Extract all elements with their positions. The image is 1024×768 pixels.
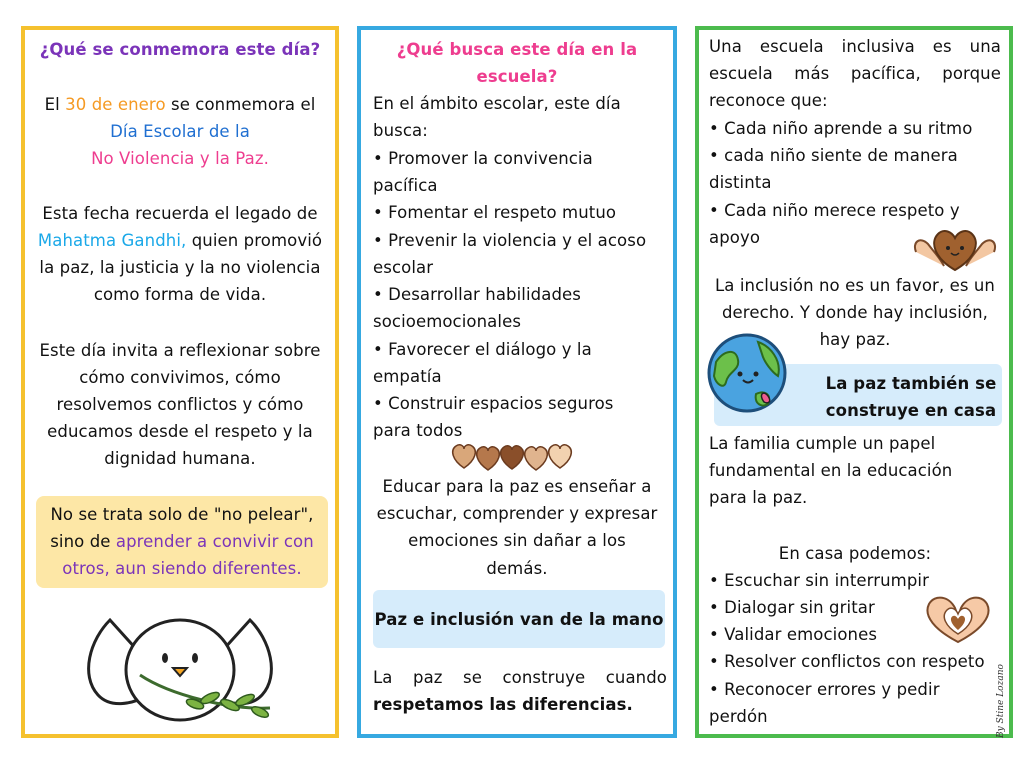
reflect-line-3: resolvemos conflictos y cómo bbox=[56, 395, 304, 414]
inclusion-line-1: La inclusión no es un favor, es un bbox=[715, 276, 995, 295]
note-line-2 bbox=[36, 528, 328, 555]
home-list-item-cont: perdón bbox=[709, 707, 768, 726]
legacy-line-1: Esta fecha recuerda el legado de bbox=[42, 204, 318, 223]
inclusion-line-2: derecho. Y donde hay inclusión, bbox=[721, 303, 989, 322]
educar-line-3: emociones sin dañar a los bbox=[408, 531, 626, 550]
legacy-line-2 bbox=[29, 227, 331, 254]
educar-line-4: demás. bbox=[486, 559, 548, 578]
reflect-line-4: educamos desde el respeto y la bbox=[47, 422, 313, 441]
intro-pre: El bbox=[44, 95, 66, 114]
goal-list-item-cont: pacífica bbox=[373, 176, 438, 195]
heart-gesture-icon bbox=[915, 590, 1001, 646]
home-title: En casa podemos: bbox=[778, 544, 932, 563]
educar-line-2: escuchar, comprender y expresar bbox=[376, 504, 658, 523]
panel2-intro-2: busca: bbox=[373, 121, 428, 140]
inclusive-bullet: • Cada niño merece respeto y bbox=[709, 201, 960, 220]
educar-line-1: Educar para la paz es enseñar a bbox=[382, 477, 652, 496]
day-name-line-2: No Violencia y la Paz. bbox=[91, 149, 269, 168]
home-list-item: • Dialogar sin gritar bbox=[709, 598, 875, 617]
goal-list-item: • Construir espacios seguros bbox=[373, 394, 614, 413]
goal-list-item: • Favorecer el diálogo y la bbox=[373, 340, 592, 359]
goal-list-item: • Promover la convivencia bbox=[373, 149, 593, 168]
legacy-line-4: como forma de vida. bbox=[93, 285, 267, 304]
panel1-intro bbox=[29, 91, 331, 118]
intro-date: 30 de enero bbox=[65, 95, 166, 114]
legacy-line-3: la paz, la justicia y la no violencia bbox=[39, 258, 321, 277]
intro-post: se conmemora el bbox=[165, 95, 316, 114]
home-callout-line-1: La paz también se bbox=[825, 374, 997, 393]
reflect-line-2: cómo convivimos, cómo bbox=[79, 368, 281, 387]
inclusion-line-3: hay paz. bbox=[819, 330, 891, 349]
panel2-title-line-1: ¿Qué busca este día en la bbox=[396, 40, 638, 59]
goal-list-item: • Fomentar el respeto mutuo bbox=[373, 203, 617, 222]
inclusive-bullet-cont: distinta bbox=[709, 173, 772, 192]
heart-hands-icon bbox=[910, 222, 1000, 274]
family-line-2: fundamental en la educación bbox=[709, 461, 953, 480]
inclusion-callout: Paz e inclusión van de la mano bbox=[374, 610, 664, 629]
goal-list-item-cont: escolar bbox=[373, 258, 434, 277]
hearts-row-icon bbox=[450, 440, 574, 472]
dove-icon bbox=[80, 600, 280, 726]
goal-list-item-cont: socioemocionales bbox=[373, 312, 522, 331]
earth-icon bbox=[706, 332, 788, 414]
inclusive-bullet: • cada niño siente de manera bbox=[709, 146, 958, 165]
family-line-1: La familia cumple un papel bbox=[709, 434, 936, 453]
panel2-title-line-2: escuela? bbox=[476, 67, 558, 86]
goal-list-item-cont: para todos bbox=[373, 421, 463, 440]
closing-line-2: respetamos las diferencias. bbox=[373, 695, 633, 714]
home-list-item: • Escuchar sin interrumpir bbox=[709, 571, 929, 590]
inclusive-intro-2: escuela más pacífica, porque bbox=[709, 64, 1001, 83]
note-line-1: No se trata solo de "no pelear", bbox=[50, 505, 314, 524]
inclusive-bullet: • Cada niño aprende a su ritmo bbox=[709, 119, 973, 138]
panel1-title: ¿Qué se conmemora este día? bbox=[39, 40, 321, 59]
goal-list-item: • Prevenir la violencia y el acoso bbox=[373, 231, 647, 250]
inclusive-intro-1: Una escuela inclusiva es una bbox=[709, 37, 1001, 56]
panel2-intro-1: En el ámbito escolar, este día bbox=[373, 94, 621, 113]
inclusive-bullet-cont: apoyo bbox=[709, 228, 761, 247]
goal-list-item: • Desarrollar habilidades bbox=[373, 285, 581, 304]
note-line-2a: sino de bbox=[50, 532, 116, 551]
note-line-2b: aprender a convivir con bbox=[115, 532, 314, 551]
note-line-3: otros, aun siendo diferentes. bbox=[62, 559, 302, 578]
home-list-item: • Resolver conflictos con respeto bbox=[709, 652, 985, 671]
home-callout-line-2: construye en casa bbox=[825, 401, 997, 420]
inclusive-intro-3: reconoce que: bbox=[709, 91, 828, 110]
reflect-line-5: dignidad humana. bbox=[104, 449, 256, 468]
reflect-line-1: Este día invita a reflexionar sobre bbox=[39, 341, 321, 360]
author-signature: By Stine Lozano bbox=[996, 664, 1006, 738]
home-list-item: • Validar emociones bbox=[709, 625, 878, 644]
gandhi-name: Mahatma Gandhi, bbox=[37, 231, 187, 250]
legacy-line-2b: quien promovió bbox=[186, 231, 323, 250]
day-name-line-1: Día Escolar de la bbox=[110, 122, 250, 141]
goal-list-item-cont: empatía bbox=[373, 367, 442, 386]
home-list-item: • Reconocer errores y pedir bbox=[709, 680, 940, 699]
closing-line-1: La paz se construye cuando bbox=[373, 668, 667, 687]
family-line-3: para la paz. bbox=[709, 488, 808, 507]
